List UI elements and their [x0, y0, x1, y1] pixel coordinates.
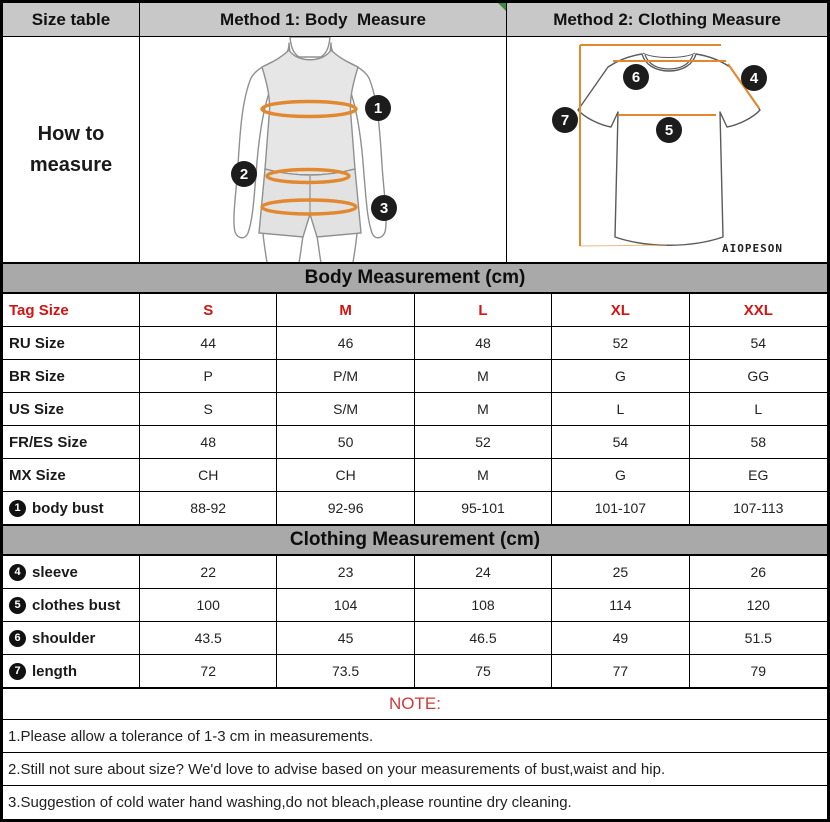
badge-bust: 1: [365, 95, 391, 121]
value-cell: L: [552, 393, 689, 425]
value-cell: 92-96: [277, 492, 414, 524]
table-row-br-size: [3, 359, 827, 392]
tshirt-illustration: [507, 37, 827, 262]
value-cell: 120: [746, 597, 770, 613]
method2-header: [507, 3, 827, 36]
method1-header: [140, 3, 507, 36]
value-cell: CH: [277, 459, 414, 491]
row-label: MX Size: [3, 459, 140, 491]
badge-shoulder: 6: [623, 64, 649, 90]
row-label: BR Size: [3, 360, 140, 392]
badge-4-icon: 4: [9, 564, 26, 581]
clothing-measurement-header: Clothing Measurement (cm): [3, 524, 827, 555]
clothing-measure-diagram: [507, 37, 827, 262]
value-cell: 108: [415, 589, 552, 621]
size-table-label: Size table: [31, 9, 111, 29]
value-cell: S: [140, 393, 277, 425]
size-col-header: XXL: [743, 301, 773, 319]
body-measurement-header: Body Measurement (cm): [3, 262, 827, 293]
top-header-row: [3, 3, 827, 36]
badge-clothes-bust: 5: [656, 117, 682, 143]
value-cell: 26: [750, 564, 767, 580]
value-cell: 51.5: [744, 630, 772, 646]
value-cell: 104: [277, 589, 414, 621]
row-label: 6 shoulder: [3, 622, 140, 654]
table-row-body-bust: [3, 491, 827, 524]
note-line-1: 1.Please allow a tolerance of 1-3 cm in measurements.: [3, 719, 827, 752]
value-cell: G: [552, 360, 689, 392]
value-cell: 95-101: [415, 492, 552, 524]
value-cell: 44: [140, 327, 277, 359]
row-label: RU Size: [3, 327, 140, 359]
table-row-sleeve: [3, 555, 827, 588]
value-cell: 52: [552, 327, 689, 359]
value-cell: M: [415, 459, 552, 491]
row-label: 5 clothes bust: [3, 589, 140, 621]
size-col-header: M: [277, 294, 414, 326]
note-line-3: 3.Suggestion of cold water hand washing,do not bleach,please rountine dry cleaning.: [3, 785, 827, 819]
badge-5-icon: 5: [9, 597, 26, 614]
value-cell: 50: [277, 426, 414, 458]
value-cell: 88-92: [140, 492, 277, 524]
row-label: 1 body bust: [3, 492, 140, 524]
badge-length: 7: [552, 107, 578, 133]
value-cell: 43.5: [140, 622, 277, 654]
badge-waist: 2: [231, 161, 257, 187]
value-cell: L: [754, 401, 763, 417]
table-row-mx-size: [3, 458, 827, 491]
size-table-header: [3, 3, 140, 36]
table-row-length: [3, 654, 827, 687]
value-cell: 107-113: [733, 500, 784, 516]
value-cell: 79: [750, 663, 767, 679]
value-cell: P/M: [277, 360, 414, 392]
brand-label: AIOPESON: [722, 242, 783, 255]
method1-label: Method 1: Body Measure: [220, 9, 426, 29]
value-cell: 100: [140, 589, 277, 621]
row-label: 7 length: [3, 655, 140, 687]
how-to-measure-cell: How to measure: [3, 37, 140, 262]
value-cell: CH: [140, 459, 277, 491]
value-cell: 48: [140, 426, 277, 458]
value-cell: EG: [748, 467, 769, 483]
value-cell: GG: [747, 368, 770, 384]
table-row-clothes-bust: [3, 588, 827, 621]
cell-flag-triangle-icon: [498, 3, 506, 11]
row-label: 4 sleeve: [3, 556, 140, 588]
value-cell: 22: [140, 556, 277, 588]
value-cell: 54: [750, 335, 767, 351]
row-label: US Size: [3, 393, 140, 425]
value-cell: 114: [552, 589, 689, 621]
row-label: FR/ES Size: [3, 426, 140, 458]
value-cell: 58: [750, 434, 767, 450]
note-line-2: 2.Still not sure about size? We'd love to advise based on your measurements of bust,waist and hip.: [3, 752, 827, 785]
value-cell: 46.5: [415, 622, 552, 654]
badge-sleeve: 4: [741, 65, 767, 91]
note-header: NOTE:: [3, 687, 827, 719]
value-cell: 54: [552, 426, 689, 458]
size-col-header: L: [415, 294, 552, 326]
value-cell: 24: [415, 556, 552, 588]
value-cell: G: [552, 459, 689, 491]
value-cell: 48: [415, 327, 552, 359]
value-cell: 75: [415, 655, 552, 687]
value-cell: 49: [552, 622, 689, 654]
body-measure-diagram: [140, 37, 507, 262]
row-label: Tag Size: [3, 294, 140, 326]
body-figure-illustration: [140, 37, 507, 262]
value-cell: 25: [552, 556, 689, 588]
size-col-header: S: [140, 294, 277, 326]
table-row-us-size: [3, 392, 827, 425]
table-row-fres-size: [3, 425, 827, 458]
value-cell: M: [415, 393, 552, 425]
value-cell: S/M: [277, 393, 414, 425]
value-cell: P: [140, 360, 277, 392]
value-cell: 45: [277, 622, 414, 654]
value-cell: 77: [552, 655, 689, 687]
value-cell: 73.5: [277, 655, 414, 687]
size-col-header: XL: [552, 294, 689, 326]
value-cell: 23: [277, 556, 414, 588]
value-cell: 72: [140, 655, 277, 687]
value-cell: M: [415, 360, 552, 392]
badge-hip: 3: [371, 195, 397, 221]
method2-label: Method 2: Clothing Measure: [553, 9, 781, 29]
table-row-shoulder: [3, 621, 827, 654]
badge-6-icon: 6: [9, 630, 26, 647]
tag-size-row: [3, 293, 827, 326]
value-cell: 101-107: [552, 492, 689, 524]
table-row-ru-size: [3, 326, 827, 359]
value-cell: 52: [415, 426, 552, 458]
value-cell: 46: [277, 327, 414, 359]
badge-7-icon: 7: [9, 663, 26, 680]
badge-1-icon: 1: [9, 500, 26, 517]
illustration-row: [3, 36, 827, 262]
